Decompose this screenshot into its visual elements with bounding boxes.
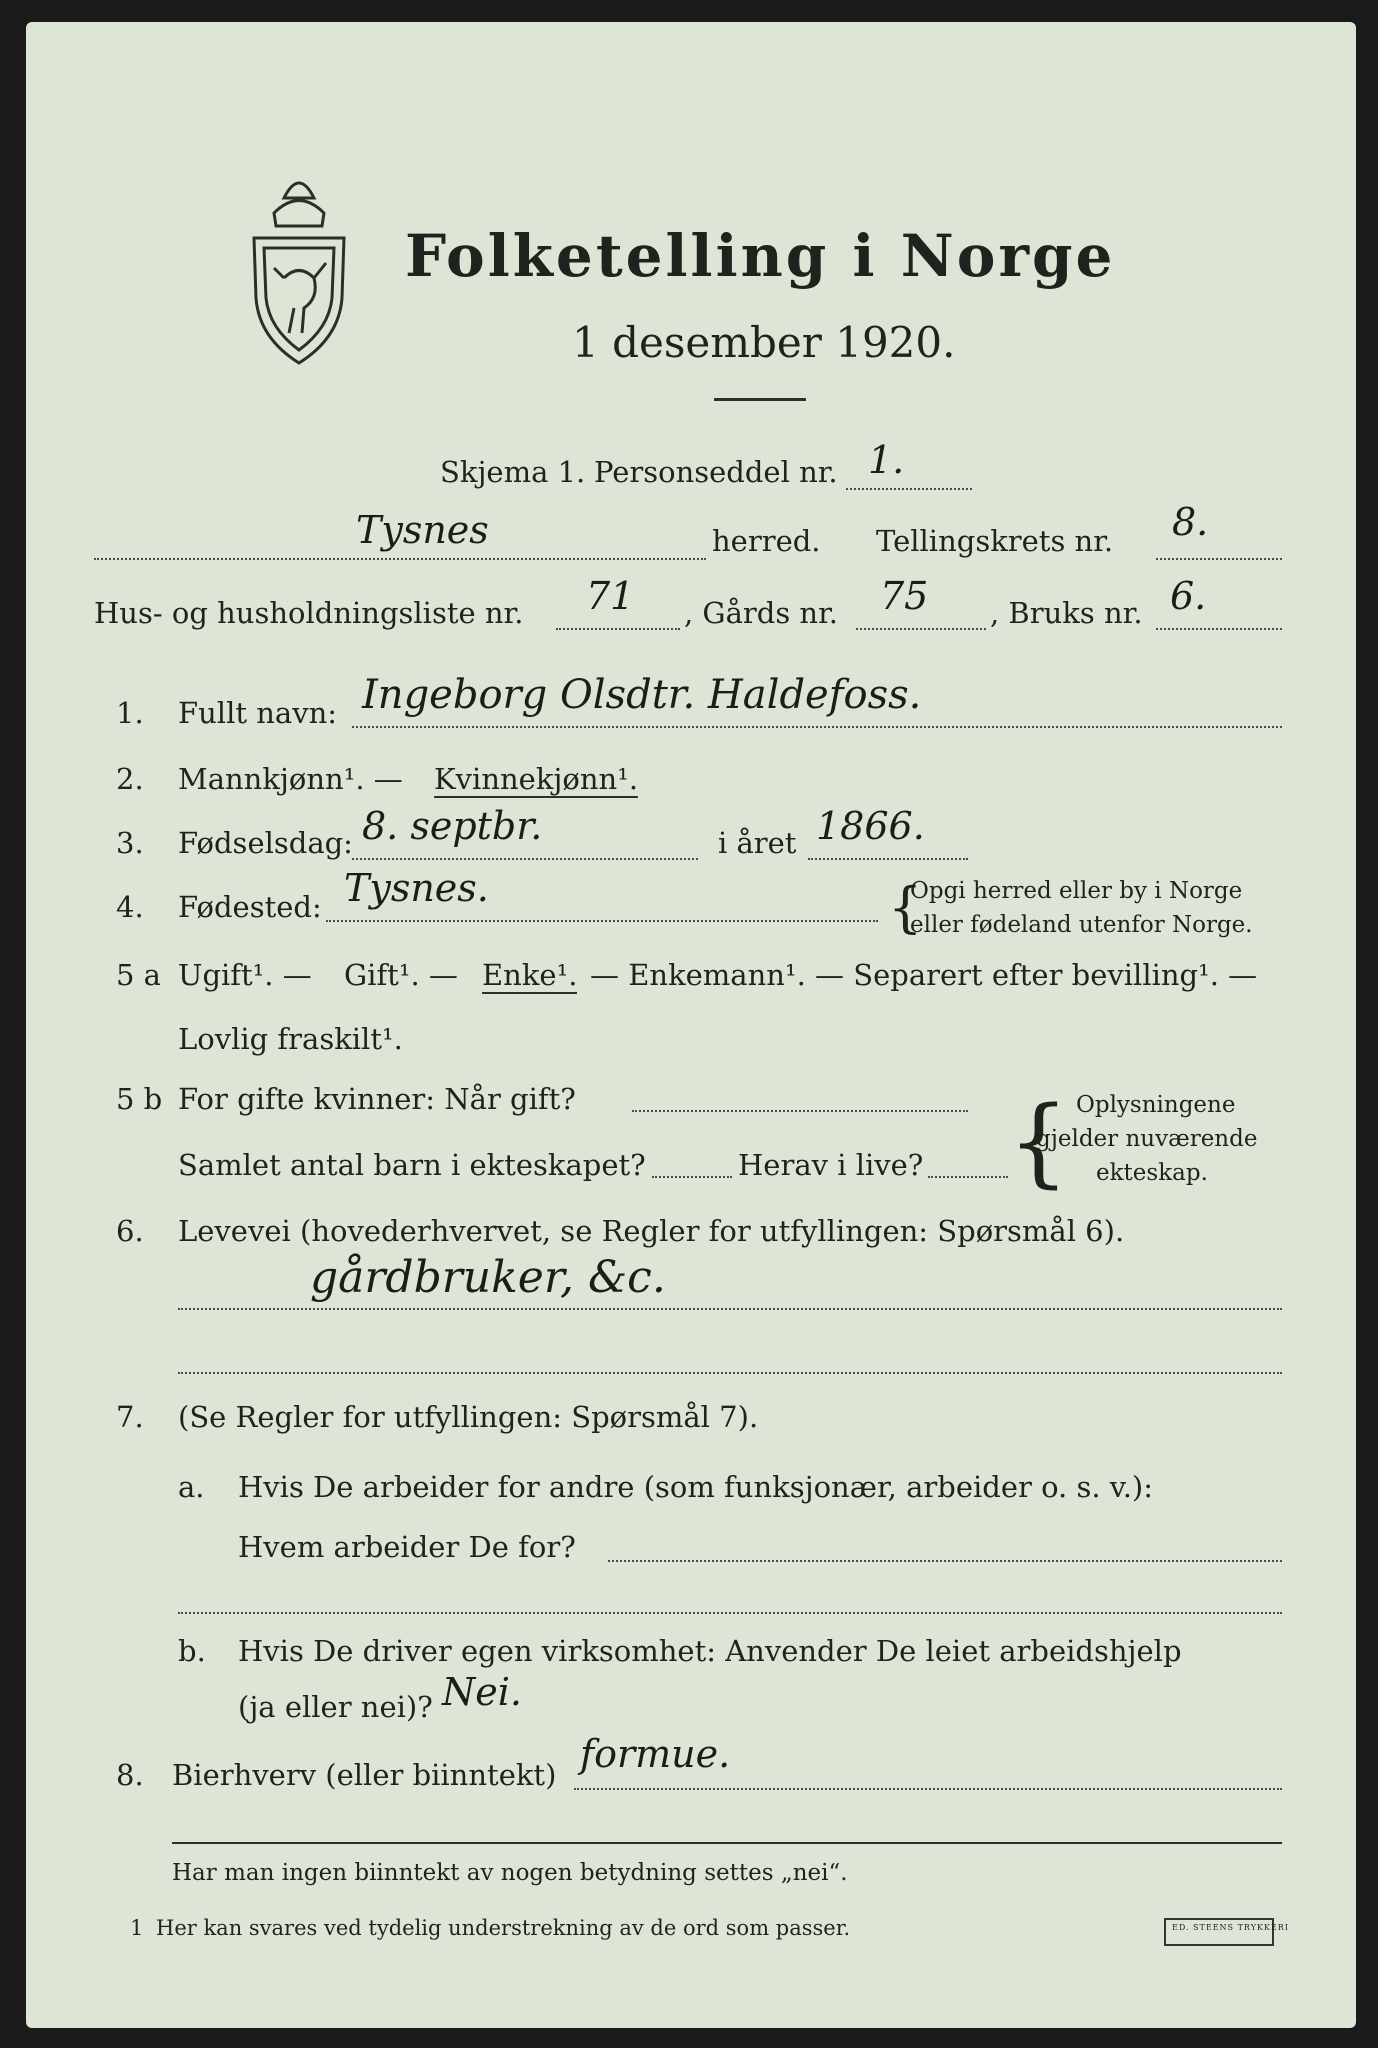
q7-label: (Se Regler for utfyllingen: Spørsmål 7). — [178, 1400, 759, 1434]
printer-stamp-text: ED. STEENS TRYKKERI — [1172, 1923, 1289, 1932]
herred-line — [94, 558, 706, 560]
q5b-note-1: Oplysningene — [1076, 1092, 1236, 1118]
q3-label: Fødselsdag: — [178, 826, 353, 860]
q5a-enke-underlined: Enke¹. — [482, 958, 578, 992]
q7b-line-2: (ja eller nei)? — [238, 1690, 433, 1724]
q5b-barn-line — [652, 1176, 732, 1178]
tellingskrets-label: Tellingskrets nr. — [876, 524, 1114, 558]
q7b-line-1: Hvis De driver egen virksomhet: Anvender De leiet arbeidshjelp — [238, 1634, 1182, 1668]
footer-divider — [172, 1842, 1282, 1844]
q4-number: 4. — [116, 890, 144, 924]
q7a-answer-line-2 — [178, 1612, 1282, 1614]
q6-line-2 — [178, 1372, 1282, 1374]
gards-line — [856, 628, 986, 630]
q7a-number: a. — [178, 1470, 205, 1504]
gards-label: , Gårds nr. — [684, 596, 838, 630]
herred-label: herred. — [712, 524, 821, 558]
q6-number: 6. — [116, 1214, 144, 1248]
q7a-line-1: Hvis De arbeider for andre (som funksjonær, arbeider o. s. v.): — [238, 1470, 1154, 1504]
q1-line — [352, 726, 1282, 728]
bruks-label: , Bruks nr. — [990, 596, 1143, 630]
footnote-mark: 1 — [130, 1916, 144, 1940]
q4-brace: { — [888, 876, 923, 939]
q3-line — [352, 858, 698, 860]
bruks-line — [1156, 628, 1282, 630]
q5b-gift-line — [632, 1110, 968, 1112]
husliste-value: 71 — [586, 574, 635, 618]
form-date: 1 desember 1920. — [572, 318, 956, 367]
footnote: Her kan svares ved tydelig understrekning av de ord som passer. — [156, 1916, 851, 1940]
q4-value: Tysnes. — [344, 866, 489, 910]
q5b-label-1: For gifte kvinner: Når gift? — [178, 1082, 576, 1116]
q6-value: gårdbruker, &c. — [310, 1252, 666, 1303]
q5b-note-3: ekteskap. — [1096, 1160, 1208, 1186]
q3-year-line — [808, 858, 968, 860]
q6-line-1 — [178, 1308, 1282, 1310]
q1-number: 1. — [116, 696, 144, 730]
q7a-line-2: Hvem arbeider De for? — [238, 1530, 576, 1564]
q1-label: Fullt navn: — [178, 696, 338, 730]
q5a-ugift: Ugift¹. — — [178, 958, 312, 992]
q5a-gift: Gift¹. — — [344, 958, 458, 992]
q8-line — [574, 1788, 1282, 1790]
footer-note: Har man ingen biinntekt av nogen betydning settes „nei“. — [172, 1860, 848, 1886]
q7a-answer-line-1 — [608, 1560, 1282, 1562]
q3-year-value: 1866. — [816, 804, 925, 848]
q7b-number: b. — [178, 1634, 206, 1668]
q6-label: Levevei (hovederhvervet, se Regler for utfyllingen: Spørsmål 6). — [178, 1214, 1125, 1248]
q5b-label-2: Samlet antal barn i ekteskapet? — [178, 1148, 646, 1182]
tellingskrets-value: 8. — [1172, 500, 1209, 544]
q3-year-label: i året — [718, 826, 797, 860]
skjema-label: Skjema 1. — [440, 455, 586, 489]
gards-value: 75 — [880, 574, 929, 618]
q3-number: 3. — [116, 826, 144, 860]
q8-number: 8. — [116, 1758, 144, 1792]
q5b-label-3: Herav i live? — [738, 1148, 924, 1182]
personseddel-line — [846, 488, 972, 490]
q7b-value: Nei. — [442, 1670, 522, 1714]
q5a-line2: Lovlig fraskilt¹. — [178, 1022, 403, 1056]
form-title: Folketelling i Norge — [405, 222, 1116, 290]
q4-note-1: Opgi herred eller by i Norge — [910, 878, 1243, 904]
q5b-brace: { — [1008, 1086, 1070, 1198]
q4-label: Fødested: — [178, 890, 322, 924]
q4-note-2: eller fødeland utenfor Norge. — [910, 912, 1253, 938]
tellingskrets-line — [1156, 558, 1282, 560]
q5a-rest: — Enkemann¹. — Separert efter bevilling¹. — — [590, 958, 1258, 992]
q4-line — [326, 920, 878, 922]
bruks-value: 6. — [1170, 574, 1207, 618]
q8-label: Bierhverv (eller biinntekt) — [172, 1758, 557, 1792]
q2-male: Mannkjønn¹. — — [178, 762, 403, 796]
husliste-line — [556, 628, 680, 630]
q5b-number: 5 b — [116, 1082, 163, 1116]
q5a-number: 5 a — [116, 958, 161, 992]
q8-value: formue. — [580, 1732, 731, 1776]
q2-female-underlined: Kvinnekjønn¹. — [434, 762, 639, 796]
q2-number: 2. — [116, 762, 144, 796]
personseddel-label: Personseddel nr. — [594, 455, 838, 489]
title-divider — [714, 398, 806, 401]
q1-value: Ingeborg Olsdtr. Haldefoss. — [362, 672, 922, 718]
husliste-label: Hus- og husholdningsliste nr. — [94, 596, 524, 630]
norwegian-coat-of-arms-icon — [244, 168, 354, 368]
q7-number: 7. — [116, 1400, 144, 1434]
personseddel-value: 1. — [868, 438, 905, 482]
q3-value: 8. septbr. — [362, 804, 543, 848]
herred-value: Tysnes — [356, 508, 489, 552]
q5b-live-line — [928, 1176, 1008, 1178]
q5b-note-2: gjelder nuværende — [1036, 1126, 1258, 1152]
printer-stamp — [1164, 1918, 1289, 1946]
